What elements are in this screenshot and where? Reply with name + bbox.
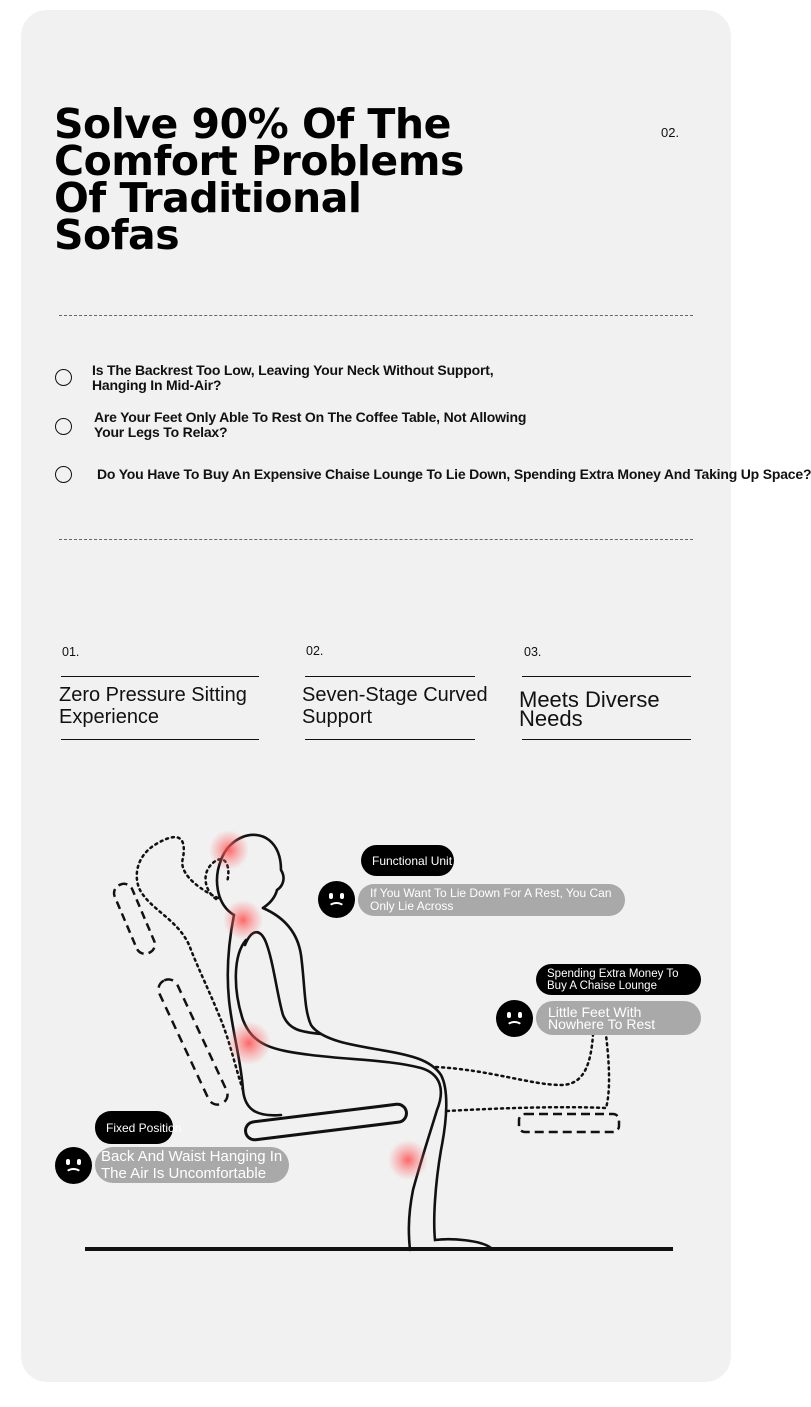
footrest-dotted-lower	[447, 1035, 609, 1111]
sad-face-icon	[55, 1147, 92, 1184]
footrest-dashed	[519, 1114, 619, 1132]
content-card	[21, 10, 811, 1382]
fixed-position-tag: Fixed Position	[95, 1111, 173, 1144]
page-number: 02.	[661, 125, 680, 140]
feature-title: Meets Diverse Needs	[519, 687, 660, 731]
feature-number: 02.	[306, 644, 324, 658]
chaise-lounge-tag: Spending Extra Money To Buy A Chaise Lounge	[536, 964, 701, 995]
functional-unit-message: If You Want To Lie Down For A Rest, You Can Only Lie Across	[358, 884, 625, 916]
headline-line: Solve 90% Of The	[54, 100, 451, 148]
question-text: Are Your Feet Only Able To Rest On The Coffee Table, Not Allowing Your Legs To Relax?	[94, 409, 527, 440]
back-waist-message: Back And Waist Hanging In The Air Is Uncomfortable	[95, 1147, 289, 1183]
seat-bar	[245, 1103, 408, 1141]
person-back	[228, 915, 281, 1115]
pain-point-neck	[209, 830, 249, 870]
person-arm	[236, 940, 441, 1250]
sad-face-icon	[496, 1000, 533, 1037]
functional-unit-tag: Functional Unit	[361, 845, 454, 876]
headline-line: Sofas	[54, 211, 180, 259]
pain-point-waist	[227, 1021, 271, 1065]
question-text: Is The Backrest Too Low, Leaving Your Neck Without Support, Hanging In Mid-Air?	[92, 362, 494, 393]
head-cushion-dashed	[111, 881, 157, 957]
headline-line: Comfort Problems	[54, 137, 464, 185]
sad-face-icon	[318, 881, 355, 918]
feet-rest-message: Little Feet With Nowhere To Rest	[536, 1001, 701, 1035]
pain-point-shoulder	[223, 900, 263, 940]
person-front	[263, 908, 491, 1248]
back-cushion-dashed	[155, 976, 231, 1108]
footrest-dotted-outline	[436, 1035, 593, 1085]
feature-number: 03.	[524, 645, 542, 659]
headline-line: Of Traditional	[54, 174, 362, 222]
feature-title: Seven-Stage Curved Support	[302, 684, 488, 728]
feature-number: 01.	[62, 645, 80, 659]
question-text: Do You Have To Buy An Expensive Chaise Lounge To Lie Down, Spending Extra Money And Taking Up Space?	[97, 466, 811, 482]
feature-title: Zero Pressure Sitting Experience	[59, 684, 247, 728]
floor-line	[85, 1247, 673, 1251]
pain-point-knee	[388, 1140, 428, 1180]
